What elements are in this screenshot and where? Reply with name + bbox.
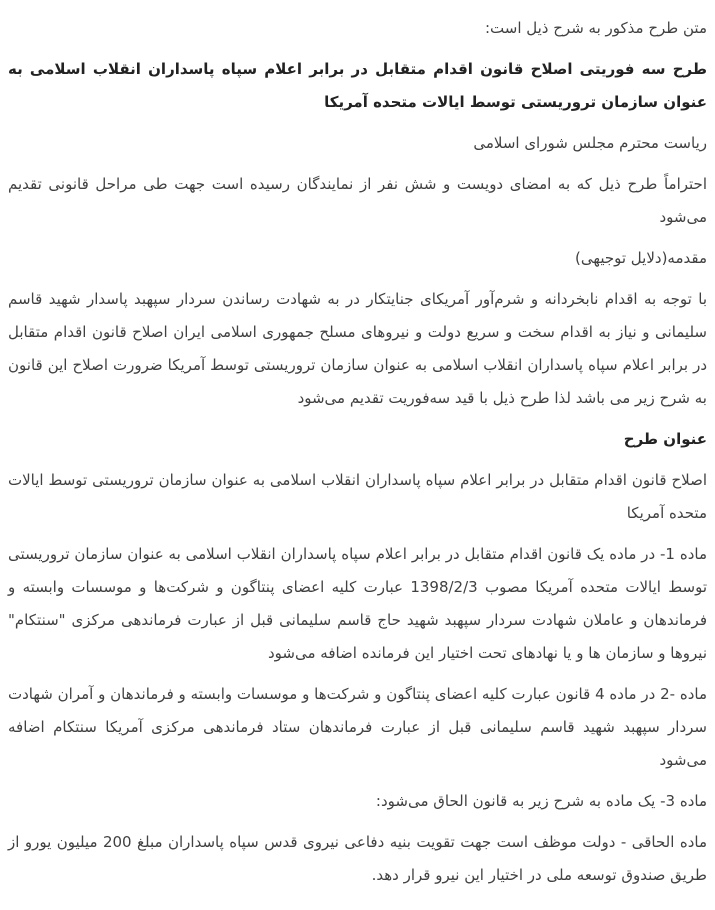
paragraph-bill-name: اصلاح قانون اقدام متقابل در برابر اعلام سپاه پاسداران انقلاب اسلامی به عنوان سازمان تروریستی توسط ایالات متحده آمریکا (8, 471, 707, 522)
paragraph-article-1: ماده 1- در ماده یک قانون اقدام متقابل در برابر اعلام سپاه پاسداران انقلاب اسلامی به عنوان سازمان تروریستی توسط ایالات متحده آمریکا مصوب 1398/2/3 عبارت کلیه اعضای پنتاگون و شرکت‌ها و موسسات وابسته و فرماندهان و عاملان شهادت سردار سپهبد شهید حاج قاسم سلیمانی قبل از عبارت فرماندهی مرکزی "سنتکام" نیروها و سازمان ها و یا نهادهای تحت اختیار این فرمانده اضافه می‌شود (8, 545, 707, 662)
paragraph-salutation: ریاست محترم مجلس شورای اسلامی (473, 134, 707, 152)
paragraph-section-heading-title: عنوان طرح (623, 430, 707, 448)
paragraph-bill-title: طرح سه فوریتی اصلاح قانون اقدام متقابل در برابر اعلام سپاه پاسداران انقلاب اسلامی به عنوان سازمان تروریستی توسط ایالات متحده آمریکا (8, 60, 707, 111)
paragraph-preamble-heading: مقدمه(دلایل توجیهی) (575, 249, 707, 267)
paragraph-intro-line: متن طرح مذکور به شرح ذیل است: (484, 19, 707, 37)
paragraph-article-3: ماده 3- یک ماده به شرح زیر به قانون الحاق می‌شود: (375, 792, 707, 810)
paragraph-preamble-body: با توجه به اقدام نابخردانه و شرم‌آور آمریکای جنایتکار در به شهادت رساندن سردار سپهبد پاسدار شهید قاسم سلیمانی و نیاز به اقدام سخت و سریع دولت و نیروهای مسلح جمهوری اسلامی ایران اصلاح قانون اقدام متقابل در برابر اعلام سپاه پاسداران انقلاب اسلامی به عنوان سازمان تروریستی توسط آمریکا ضرورت اصلاح این قانون به شرح زیر می باشد لذا طرح ذیل با قید سه‌فوریت تقدیم می‌شود (8, 290, 707, 407)
paragraph-annexed-article: ماده الحاقی - دولت موظف است جهت تقویت بنیه دفاعی نیروی قدس سپاه پاسداران مبلغ 200 میلیون یورو از طریق صندوق توسعه ملی در اختیار این نیرو قرار دهد. (8, 833, 707, 884)
paragraph-submission-note: احتراماً طرح ذیل که به امضای دویست و شش نفر از نمایندگان رسیده است جهت طی مراحل قانونی تقدیم می‌شود (8, 175, 707, 226)
paragraph-article-2: ماده -2 در ماده 4 قانون عبارت کلیه اعضای پنتاگون و شرکت‌ها و موسسات وابسته و فرماندهان و آمران شهادت سردار سپهبد شهید قاسم سلیمانی قبل از عبارت فرماندهان ستاد فرماندهی مرکزی آمریکا سنتکام اضافه می‌شود (8, 685, 708, 769)
